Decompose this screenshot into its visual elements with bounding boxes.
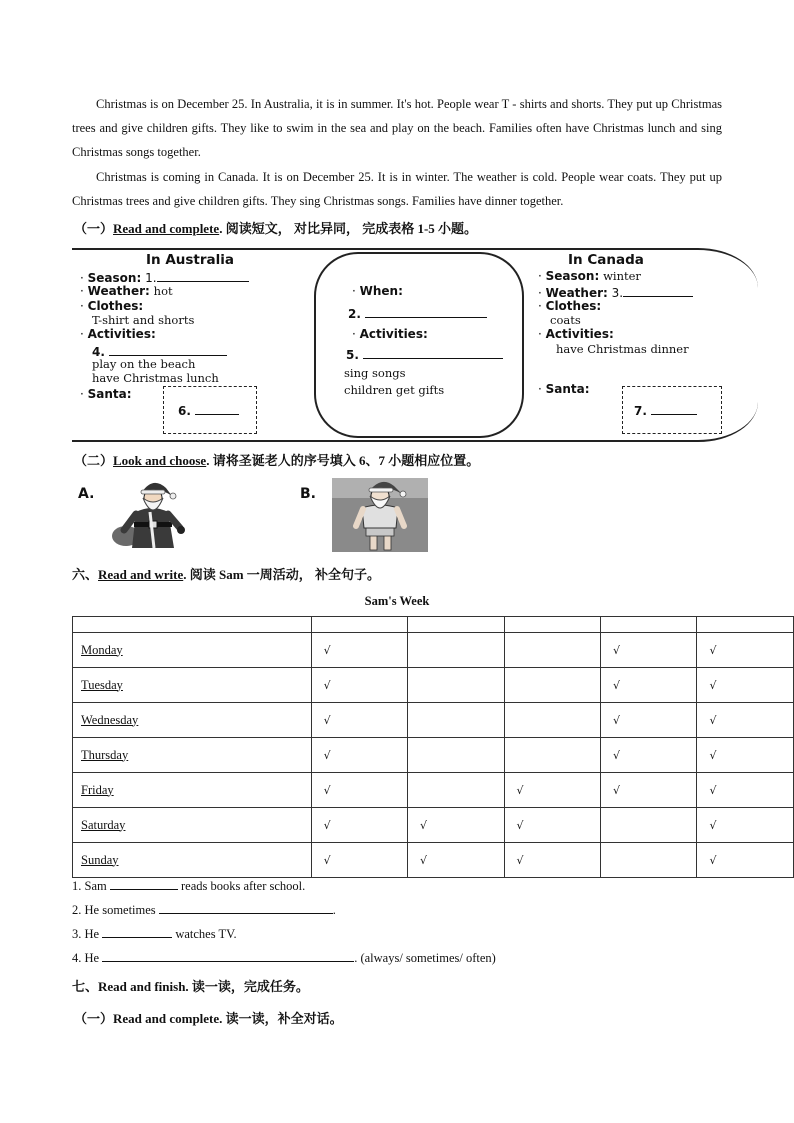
header-cell-1 [311, 617, 407, 633]
mark-cell [600, 843, 696, 878]
section6-instruction: . 阅读 Sam 一周活动， 补全句子。 [183, 567, 381, 582]
blank-4[interactable] [109, 343, 227, 356]
mark-cell: √ [311, 633, 407, 668]
mark-cell [408, 703, 504, 738]
mark-cell: √ [600, 738, 696, 773]
center-activity-blank: 5. [346, 346, 503, 362]
day-cell: Sunday [73, 843, 312, 878]
australia-activity-2: play on the beach [92, 357, 196, 371]
santa-winter-picture [106, 478, 198, 550]
mark-cell: √ [504, 773, 600, 808]
day-cell: Friday [73, 773, 312, 808]
header-cell-4 [600, 617, 696, 633]
table-row [73, 808, 794, 843]
australia-weather: · Weather: hot [80, 284, 173, 298]
part1-prefix: （一） [74, 221, 114, 236]
canada-activities: · Activities: [538, 327, 614, 341]
australia-santa-answer: 6. [178, 402, 239, 418]
blank-1[interactable] [157, 269, 249, 282]
mark-cell: √ [600, 633, 696, 668]
mark-cell [504, 633, 600, 668]
passage-paragraph-2 [72, 165, 722, 213]
mark-cell: √ [697, 703, 794, 738]
part1-heading [74, 218, 477, 237]
australia-santa: · Santa: [80, 387, 132, 401]
center-activities: · Activities: [352, 327, 428, 341]
part1-title: Read and complete [113, 221, 220, 236]
section6-heading: 六、Read and write. 阅读 Sam 一周活动， 补全句子。 [72, 567, 381, 582]
header-cell-5 [697, 617, 794, 633]
header-cell-2 [408, 617, 504, 633]
blank-7[interactable] [651, 402, 697, 415]
mark-cell: √ [311, 773, 407, 808]
picture-a-label: A. [78, 486, 95, 502]
blank-6[interactable] [195, 402, 239, 415]
canada-clothes-value: coats [550, 313, 581, 327]
table-row [73, 633, 794, 668]
mark-cell: √ [408, 843, 504, 878]
section6-title: Read and write [98, 567, 184, 582]
header-cell-day [73, 617, 312, 633]
mark-cell: √ [697, 633, 794, 668]
question-2: 2. He sometimes . [72, 903, 336, 917]
center-when-answer: 2. [348, 305, 487, 321]
mark-cell [408, 773, 504, 808]
blank-3[interactable] [623, 284, 693, 297]
day-cell: Thursday [73, 738, 312, 773]
canada-season: · Season: winter [538, 269, 641, 283]
answer-blank-1[interactable] [110, 878, 178, 890]
center-activity-2: sing songs [344, 366, 406, 380]
table-row [73, 703, 794, 738]
australia-clothes-value: T-shirt and shorts [92, 313, 195, 327]
header-cell-3 [504, 617, 600, 633]
australia-activities: · Activities: [80, 327, 156, 341]
day-cell: Wednesday [73, 703, 312, 738]
australia-activity-blank: 4. [92, 343, 227, 359]
mark-cell [504, 668, 600, 703]
question-1: 1. Sam reads books after school. [72, 879, 306, 893]
australia-clothes: · Clothes: [80, 299, 144, 313]
mark-cell: √ [311, 668, 407, 703]
mark-cell [408, 633, 504, 668]
mark-cell: √ [504, 843, 600, 878]
mark-cell: √ [311, 738, 407, 773]
answer-blank-4[interactable] [102, 950, 354, 962]
answer-blank-3[interactable] [102, 926, 172, 938]
mark-cell: √ [504, 808, 600, 843]
day-cell: Tuesday [73, 668, 312, 703]
mark-cell: √ [600, 703, 696, 738]
passage-paragraph-1 [72, 92, 722, 164]
mark-cell: √ [697, 773, 794, 808]
table-caption: Sam's Week [364, 594, 430, 608]
canada-clothes: · Clothes: [538, 299, 602, 313]
answer-blank-2[interactable] [159, 902, 333, 914]
center-activity-3: children get gifts [344, 383, 445, 397]
comparison-center-oval [314, 252, 524, 438]
picture-b-label: B. [300, 486, 316, 502]
canada-title: In Canada [568, 252, 644, 268]
canada-weather: · Weather: 3. [538, 284, 693, 300]
australia-activity-3: have Christmas lunch [92, 371, 219, 385]
mark-cell: √ [311, 843, 407, 878]
mark-cell: √ [697, 668, 794, 703]
mark-cell [408, 668, 504, 703]
santa-summer-picture [332, 478, 428, 552]
canada-santa-answer: 7. [634, 402, 697, 418]
table-row [73, 843, 794, 878]
question-4: 4. He . (always/ sometimes/ often) [72, 951, 496, 965]
canada-santa: · Santa: [538, 382, 590, 396]
part2-instruction: . 请将圣诞老人的序号填入 6、7 小题相应位置。 [206, 453, 480, 468]
sams-week-table [72, 616, 794, 878]
table-row [73, 773, 794, 808]
mark-cell [504, 703, 600, 738]
mark-cell: √ [311, 808, 407, 843]
australia-season: · Season: 1. [80, 269, 249, 285]
day-cell: Monday [73, 633, 312, 668]
mark-cell: √ [697, 843, 794, 878]
mark-cell: √ [408, 808, 504, 843]
table-header-row [73, 617, 794, 633]
mark-cell: √ [311, 703, 407, 738]
part1-instruction: . 阅读短文， 对比异同， 完成表格 1-5 小题。 [219, 221, 478, 236]
mark-cell: √ [697, 808, 794, 843]
mark-cell [504, 738, 600, 773]
center-when: · When: [352, 284, 403, 298]
mark-cell [408, 738, 504, 773]
part2-title: Look and choose [113, 453, 207, 468]
day-cell: Saturday [73, 808, 312, 843]
table-row [73, 738, 794, 773]
passage-text-1: Christmas is on December 25. In Australia, it is in summer. It's hot. People wear T - shirts and shorts. They put up Christmas trees and give children gifts. They like to swim in the sea and play on the beach. Families often have Christmas lunch and sing Christmas songs together. [72, 97, 722, 159]
table-row [73, 668, 794, 703]
part2-heading: （二）Look and choose. 请将圣诞老人的序号填入 6、7 小题相应位置。 [74, 453, 480, 468]
blank-2[interactable] [365, 305, 487, 318]
mark-cell [600, 808, 696, 843]
mark-cell: √ [697, 738, 794, 773]
blank-5[interactable] [363, 346, 503, 359]
mark-cell: √ [600, 668, 696, 703]
passage-text-2: Christmas is coming in Canada. It is on December 25. It is in winter. The weather is cold. People wear coats. They put up Christmas trees and give children gifts. They sing Christmas songs. Families have dinner together. [72, 170, 722, 208]
section7-heading: 七、Read and finish. 读一读，完成任务。 [72, 979, 309, 994]
mark-cell: √ [600, 773, 696, 808]
canada-activity-1: have Christmas dinner [556, 342, 689, 356]
section7-part1-heading: （一）Read and complete. 读一读，补全对话。 [74, 1011, 343, 1026]
question-3: 3. He watches TV. [72, 927, 237, 941]
australia-title: In Australia [146, 252, 235, 268]
